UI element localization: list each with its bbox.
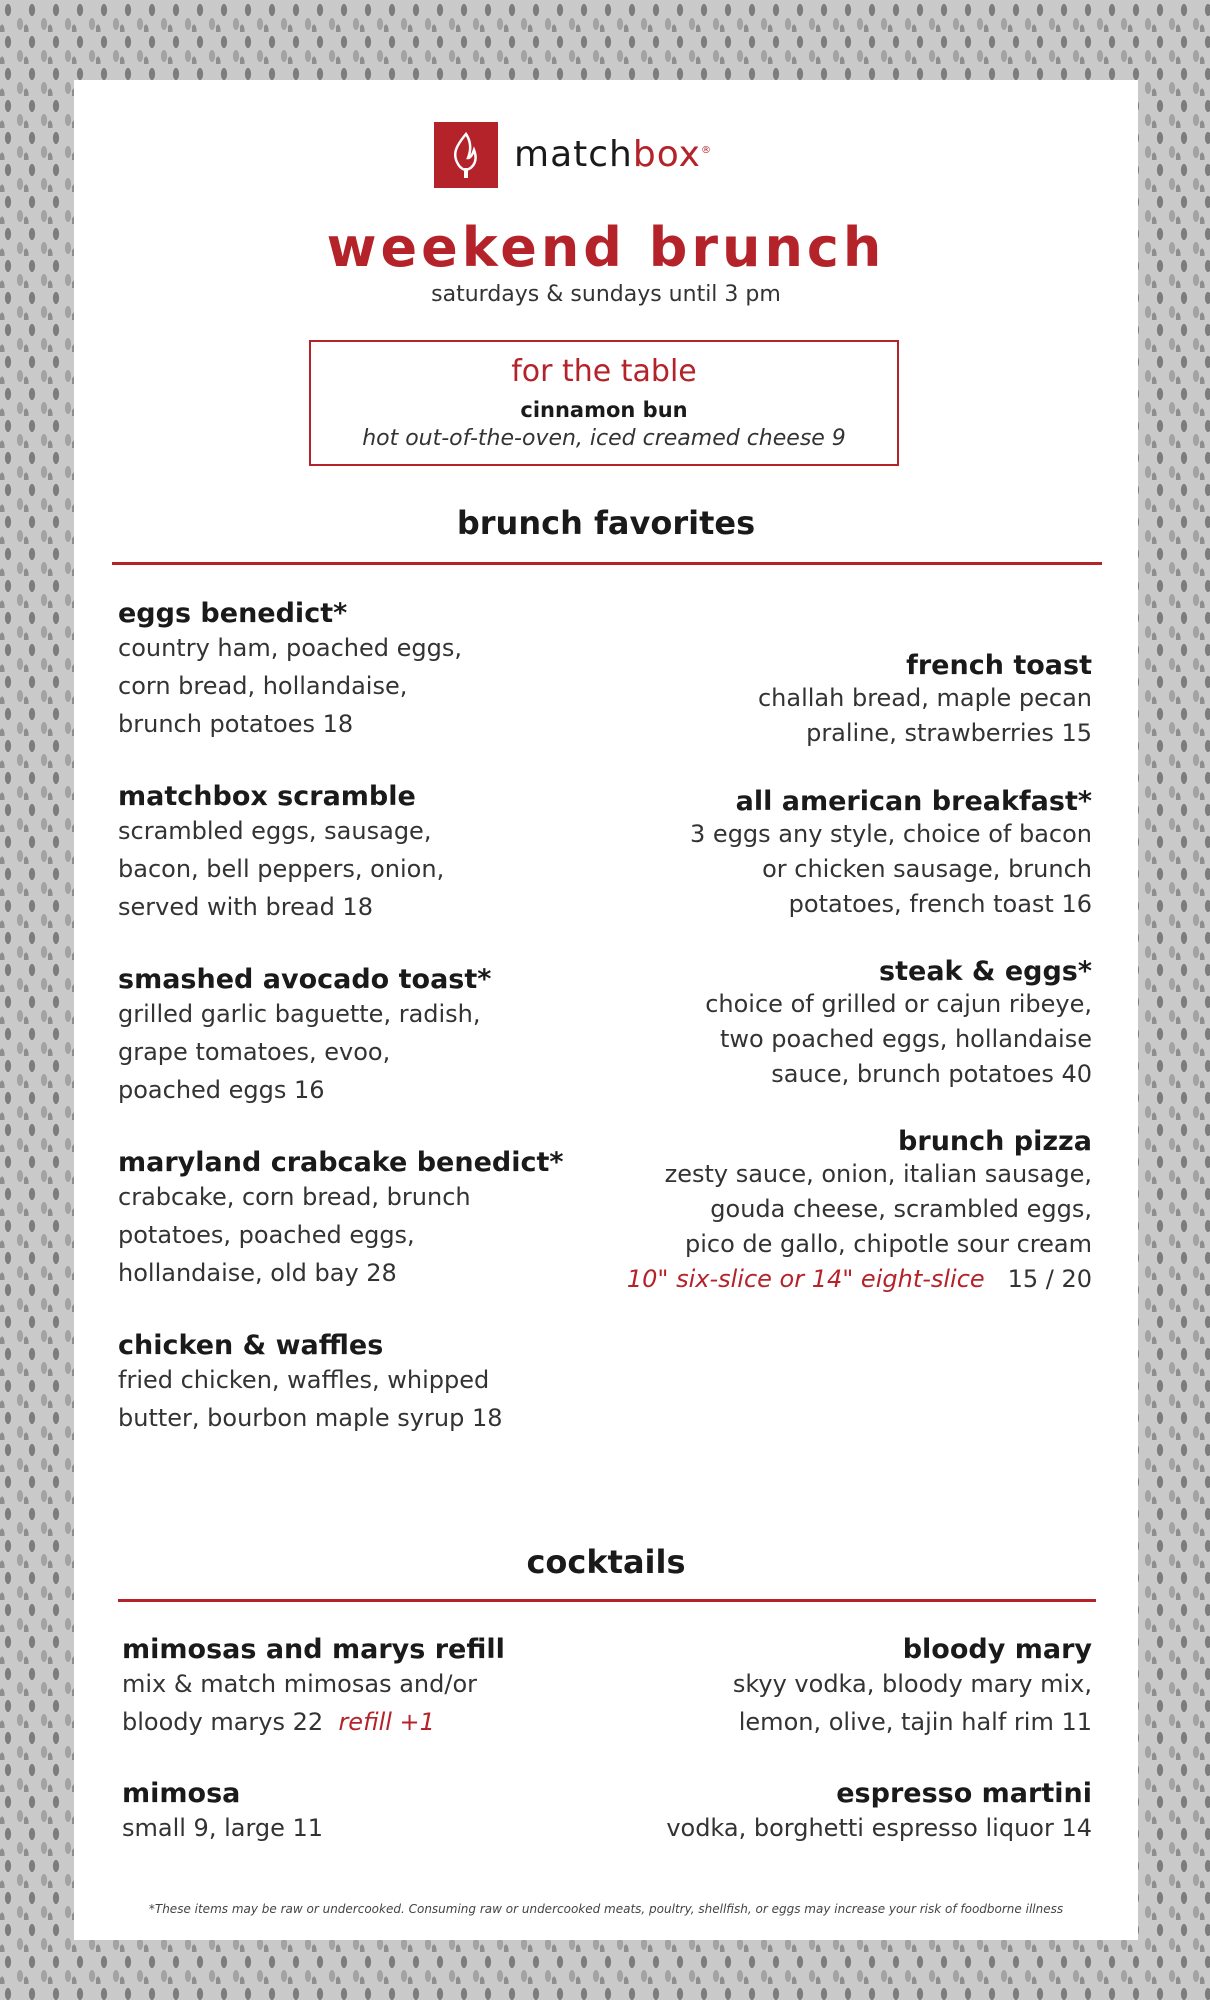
brand-name-right: box [632, 134, 701, 175]
item-desc-line: brunch potatoes 18 [118, 710, 354, 738]
item-desc-line: 3 eggs any style, choice of bacon [690, 820, 1092, 848]
item-desc-line: grape tomatoes, evoo, [118, 1038, 391, 1066]
item-desc-line: fried chicken, waffles, whipped [118, 1366, 490, 1394]
brand-wordmark [514, 134, 712, 175]
item-name: maryland crabcake benedict* [118, 1147, 564, 1178]
menu-item [118, 964, 618, 1109]
item-desc-line: poached eggs 16 [118, 1076, 325, 1104]
item-desc-line: zesty sauce, onion, italian sausage, [664, 1160, 1092, 1188]
for-the-table-heading: for the table [511, 354, 697, 389]
item-desc-line: praline, strawberries 15 [806, 719, 1092, 747]
item-desc-line: or chicken sausage, brunch [762, 855, 1092, 883]
brunch-divider [112, 562, 1102, 565]
match-flame-icon [434, 122, 498, 188]
item-desc-line: bacon, bell peppers, onion, [118, 855, 445, 883]
page-title: weekend brunch [326, 216, 886, 279]
item-name: all american breakfast* [735, 786, 1092, 817]
item-desc-line: lemon, olive, tajin half rim 11 [738, 1708, 1092, 1736]
item-desc-line: vodka, borghetti espresso liquor 14 [666, 1814, 1092, 1842]
cocktails-divider [118, 1599, 1096, 1602]
brunch-favorites-heading: brunch favorites [456, 504, 756, 542]
item-name: steak & eggs* [879, 956, 1092, 987]
cinnamon-bun-name: cinnamon bun [520, 398, 688, 422]
menu-item [610, 956, 1092, 1092]
item-desc-line [610, 1262, 1092, 1297]
refill-price-text: bloody marys 22 [122, 1708, 324, 1736]
item-name: smashed avocado toast* [118, 964, 492, 995]
menu-item [118, 1330, 618, 1437]
pizza-price: 15 / 20 [1007, 1265, 1092, 1293]
for-the-table-box [309, 340, 899, 466]
item-desc-line [122, 1703, 602, 1741]
item-desc-line: small 9, large 11 [122, 1814, 324, 1842]
item-desc-line: potatoes, french toast 16 [788, 890, 1092, 918]
registered-mark: ® [700, 145, 712, 156]
menu-item [118, 598, 618, 743]
menu-item [118, 1147, 618, 1292]
item-desc-line: gouda cheese, scrambled eggs, [710, 1195, 1092, 1223]
item-desc-line: grilled garlic baguette, radish, [118, 1000, 481, 1028]
item-desc-line: mix & match mimosas and/or [122, 1670, 477, 1698]
item-name: french toast [906, 650, 1092, 681]
menu-item [610, 1778, 1092, 1847]
item-desc-line: country ham, poached eggs, [118, 634, 462, 662]
brand-name-left: match [514, 134, 633, 175]
item-desc-line: served with bread 18 [118, 893, 373, 921]
menu-item [610, 650, 1092, 751]
item-name: espresso martini [836, 1778, 1092, 1809]
menu-item [610, 1634, 1092, 1741]
menu-item [122, 1778, 602, 1847]
item-desc-line: potatoes, poached eggs, [118, 1221, 415, 1249]
refill-note: refill +1 [338, 1708, 435, 1736]
item-desc-line: two poached eggs, hollandaise [719, 1025, 1092, 1053]
menu-item [610, 786, 1092, 922]
pizza-size-note: 10" six-slice or 14" eight-slice [626, 1265, 985, 1293]
item-desc-line: pico de gallo, chipotle sour cream [684, 1230, 1092, 1258]
item-name: eggs benedict* [118, 598, 348, 629]
item-desc-line: skyy vodka, bloody mary mix, [732, 1670, 1092, 1698]
cinnamon-bun-desc: hot out-of-the-oven, iced creamed cheese 9 [362, 426, 846, 451]
item-name: mimosa [122, 1778, 241, 1809]
item-name: matchbox scramble [118, 781, 416, 812]
item-desc-line: challah bread, maple pecan [757, 684, 1092, 712]
item-desc-line: crabcake, corn bread, brunch [118, 1183, 471, 1211]
page-subtitle: saturdays & sundays until 3 pm [431, 282, 781, 307]
item-name: brunch pizza [898, 1126, 1092, 1157]
item-desc-line: sauce, brunch potatoes 40 [771, 1060, 1092, 1088]
item-desc-line: hollandaise, old bay 28 [118, 1259, 397, 1287]
menu-item [122, 1634, 602, 1741]
raw-food-disclaimer: *These items may be raw or undercooked. Consuming raw or undercooked meats, poultry, shellfish, or eggs may increase your risk of foodborne illness [148, 1902, 1064, 1916]
item-desc-line: corn bread, hollandaise, [118, 672, 408, 700]
cocktails-heading: cocktails [526, 1543, 686, 1581]
menu-card [74, 80, 1138, 1940]
item-name: bloody mary [902, 1634, 1092, 1665]
item-name: mimosas and marys refill [122, 1634, 505, 1665]
menu-item [118, 781, 618, 926]
item-desc-line: scrambled eggs, sausage, [118, 817, 432, 845]
item-desc-line: butter, bourbon maple syrup 18 [118, 1404, 503, 1432]
item-name: chicken & waffles [118, 1330, 384, 1361]
menu-item [610, 1126, 1092, 1297]
item-desc-line: choice of grilled or cajun ribeye, [705, 990, 1092, 1018]
